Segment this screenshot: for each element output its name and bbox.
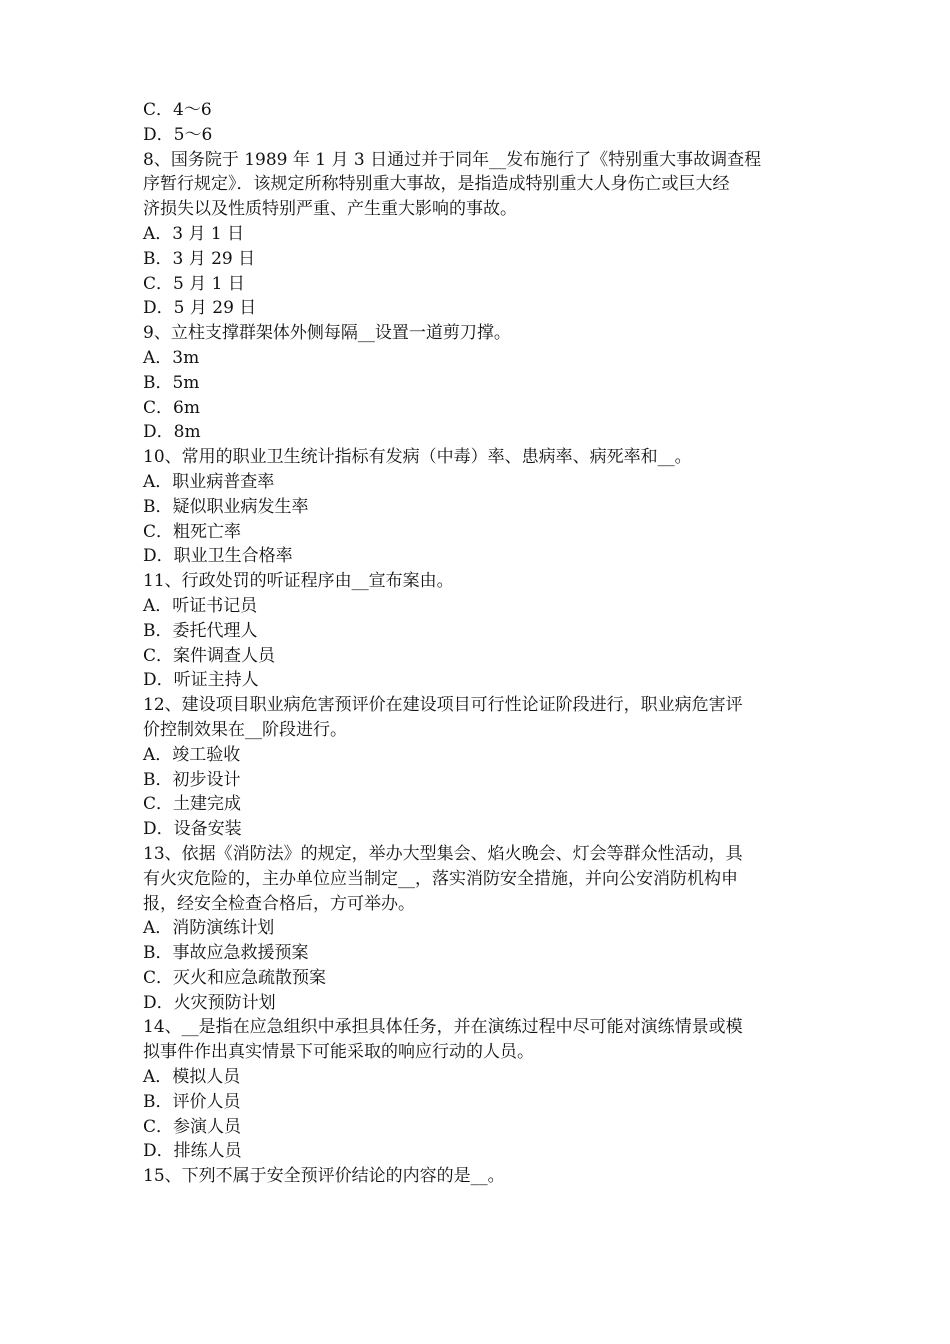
text-line: B．初步设计 — [143, 769, 241, 790]
text-line: C．粗死亡率 — [143, 521, 242, 542]
text-line: 11、行政处罚的听证程序由__宣布案由。 — [143, 571, 454, 592]
text-line: B．5m — [143, 372, 200, 393]
text-line: A．竣工验收 — [143, 744, 241, 765]
text-line: 10、常用的职业卫生统计指标有发病（中毒）率、患病率、病死率和__。 — [143, 447, 692, 468]
text-line: C．参演人员 — [143, 1116, 242, 1137]
text-line: C．灭火和应急疏散预案 — [143, 967, 327, 988]
text-line: A．听证书记员 — [143, 595, 258, 616]
text-line: 有火灾危险的，主办单位应当制定__，落实消防安全措施，并向公安消防机构申 — [143, 868, 738, 889]
text-line: 14、__是指在应急组织中承担具体任务，并在演练过程中尽可能对演练情景或模 — [143, 1017, 743, 1038]
text-line: A．3 月 1 日 — [143, 223, 245, 244]
text-line: D．8m — [143, 422, 201, 443]
text-line: C．5 月 1 日 — [143, 273, 245, 294]
text-line: 拟事件作出真实情景下可能采取的响应行动的人员。 — [143, 1042, 534, 1063]
text-line: C．6m — [143, 397, 200, 418]
text-line: 8、国务院于 1989 年 1 月 3 日通过并于同年__发布施行了《特别重大事故调查程 — [143, 149, 762, 170]
text-line: C．案件调查人员 — [143, 645, 276, 666]
text-line: 序暂行规定》．该规定所称特别重大事故，是指造成特别重大人身伤亡或巨大经 — [143, 174, 730, 195]
text-line: D．火灾预防计划 — [143, 992, 276, 1013]
text-line: A．消防演练计划 — [143, 918, 275, 939]
text-line: D．职业卫生合格率 — [143, 546, 293, 567]
text-line: 9、立柱支撑群架体外侧每隔__设置一道剪刀撑。 — [143, 323, 511, 344]
text-line: D．5 月 29 日 — [143, 298, 257, 319]
text-line: 13、依据《消防法》的规定，举办大型集会、焰火晚会、灯会等群众性活动，具 — [143, 843, 743, 864]
text-line: 12、建设项目职业病危害预评价在建设项目可行性论证阶段进行，职业病危害评 — [143, 695, 743, 716]
text-line: B．委托代理人 — [143, 620, 258, 641]
text-line: 15、下列不属于安全预评价结论的内容的是__。 — [143, 1166, 505, 1187]
text-line: 济损失以及性质特别严重、产生重大影响的事故。 — [143, 199, 517, 220]
text-line: D．排练人员 — [143, 1141, 242, 1162]
text-line: C．土建完成 — [143, 794, 242, 815]
text-line: D．5～6 — [143, 124, 213, 145]
text-line: A．模拟人员 — [143, 1067, 241, 1088]
text-line: D．设备安装 — [143, 819, 242, 840]
text-line: A．职业病普查率 — [143, 471, 275, 492]
text-line: 价控制效果在__阶段进行。 — [143, 719, 347, 740]
text-line: A．3m — [143, 347, 200, 368]
text-line: B．疑似职业病发生率 — [143, 496, 309, 517]
text-line: B．评价人员 — [143, 1091, 241, 1112]
text-line: D．听证主持人 — [143, 670, 259, 691]
text-line: B．事故应急救援预案 — [143, 943, 309, 964]
document-body — [143, 98, 823, 1189]
text-line: B．3 月 29 日 — [143, 248, 256, 269]
text-line: 报，经安全检查合格后，方可举办。 — [143, 893, 415, 914]
text-line: C．4～6 — [143, 100, 212, 120]
